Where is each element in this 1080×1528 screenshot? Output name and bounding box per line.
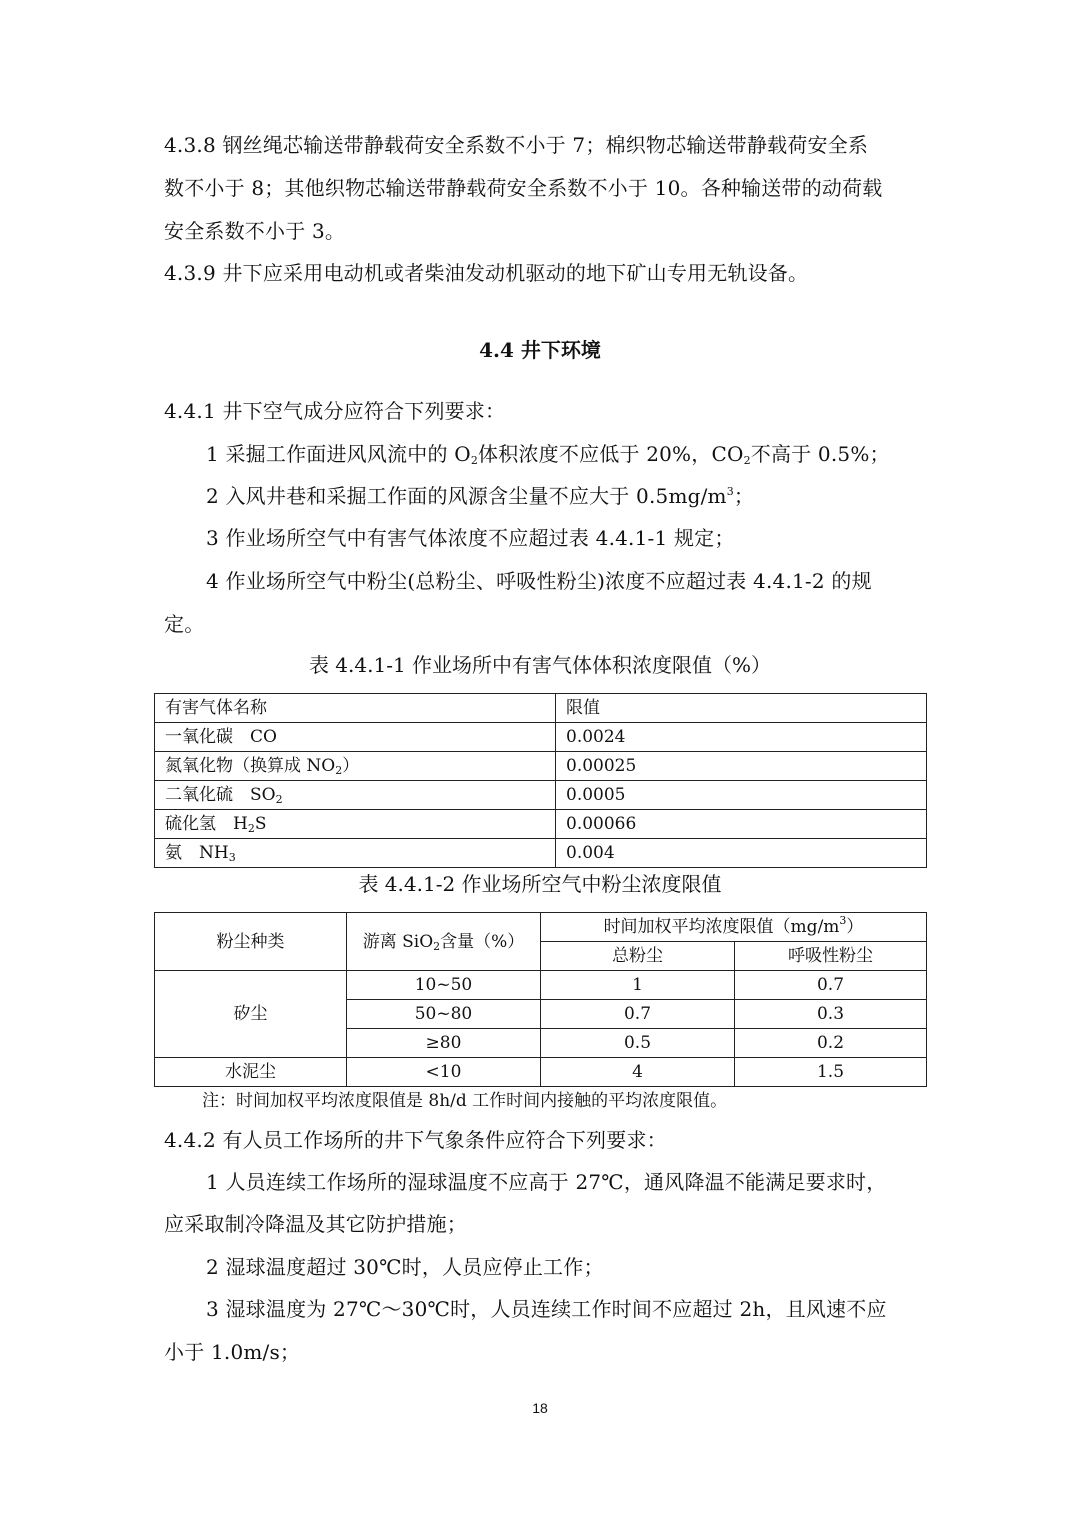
table2-caption: 表 4.4.1-2 作业场所空气中粉尘浓度限值	[358, 872, 722, 896]
paragraph-4-3-8-line3: 安全系数不小于 3。	[164, 219, 346, 243]
page-number: 18	[532, 1400, 548, 1416]
paragraph-4-3-8-line1: 4.3.8 钢丝绳芯输送带静载荷安全系数不小于 7；棉织物芯输送带静载荷安全系	[164, 133, 869, 157]
paragraph-4-3-9: 4.3.9 井下应采用电动机或者柴油发动机驱动的地下矿山专用无轨设备。	[164, 261, 809, 285]
weather-item-2: 2 湿球温度超过 30℃时，人员应停止工作；	[206, 1255, 604, 1279]
gas-name: 硫化氢 $H_2S$	[155, 810, 556, 839]
gas-name: 氨 $NH_3$	[155, 839, 556, 868]
item-1: 1 采掘工作面进风风流中的 $O_2$体积浓度不应低于 20%，$CO_2$不高于 0.5%；	[206, 442, 890, 467]
paragraph-4-3-8-line2: 数不小于 8；其他织物芯输送带静载荷安全系数不小于 10。各种输送带的动荷载	[164, 176, 883, 200]
sio2-range: 50~80	[347, 1000, 541, 1029]
table2-header-respirable: 呼吸性粉尘	[735, 942, 927, 971]
item-4-line2: 定。	[164, 612, 205, 636]
table-row	[155, 723, 927, 752]
table1-header-row	[155, 694, 927, 723]
respirable-dust-limit: 0.3	[735, 1000, 927, 1029]
weather-item-1-line1: 1 人员连续工作场所的湿球温度不应高于 27℃，通风降温不能满足要求时，	[206, 1170, 887, 1194]
table-row	[155, 971, 927, 1000]
item-3: 3 作业场所空气中有害气体浓度不应超过表 4.4.1-1 规定；	[206, 526, 735, 550]
table2-header-total: 总粉尘	[541, 942, 735, 971]
gas-name: 二氧化硫 $SO_2$	[155, 781, 556, 810]
table2-note: 注：时间加权平均浓度限值是 8h/d 工作时间内接触的平均浓度限值。	[202, 1091, 728, 1111]
gas-name: 一氧化碳 CO	[155, 723, 556, 752]
total-dust-limit: 4	[541, 1058, 735, 1087]
table2-header-sio2: 游离 SiO$_2$含量（%）	[347, 913, 541, 971]
weather-item-3-line1: 3 湿球温度为 27℃～30℃时，人员连续工作时间不应超过 2h，且风速不应	[206, 1297, 887, 1321]
gas-limit: 0.004	[556, 839, 927, 868]
respirable-dust-limit: 1.5	[735, 1058, 927, 1087]
total-dust-limit: 0.7	[541, 1000, 735, 1029]
table2-header-row	[155, 913, 927, 942]
sio2-range: <10	[347, 1058, 541, 1087]
table-row	[155, 810, 927, 839]
item-2: 2 入风井巷和采掘工作面的风源含尘量不应大于 $0.5mg/m^3$；	[206, 484, 755, 508]
paragraph-4-4-2: 4.4.2 有人员工作场所的井下气象条件应符合下列要求：	[164, 1128, 667, 1152]
sio2-range: ≥80	[347, 1029, 541, 1058]
dust-type-cement: 水泥尘	[155, 1058, 347, 1087]
table1-header-limit: 限值	[556, 694, 927, 723]
section-title: 4.4 井下环境	[479, 338, 601, 362]
table2-header-type: 粉尘种类	[155, 913, 347, 971]
weather-item-3-line2: 小于 1.0m/s；	[164, 1340, 301, 1364]
table2-header-twa: 时间加权平均浓度限值$(mg/m^3)$	[541, 913, 927, 942]
table-row	[155, 752, 927, 781]
gas-limit: 0.0024	[556, 723, 927, 752]
sio2-range: 10~50	[347, 971, 541, 1000]
table-row	[155, 1058, 927, 1087]
paragraph-4-4-1: 4.4.1 井下空气成分应符合下列要求：	[164, 399, 506, 423]
gas-limit: 0.00066	[556, 810, 927, 839]
weather-item-1-line2: 应采取制冷降温及其它防护措施；	[164, 1212, 467, 1236]
total-dust-limit: 1	[541, 971, 735, 1000]
total-dust-limit: 0.5	[541, 1029, 735, 1058]
item-4-line1: 4 作业场所空气中粉尘(总粉尘、呼吸性粉尘)浓度不应超过表 4.4.1-2 的规	[206, 569, 872, 593]
gas-name: 氮氧化物（换算成 $NO_2$）	[155, 752, 556, 781]
respirable-dust-limit: 0.7	[735, 971, 927, 1000]
table-row	[155, 839, 927, 868]
table1	[154, 693, 927, 868]
dust-type-silica: 矽尘	[155, 971, 347, 1058]
respirable-dust-limit: 0.2	[735, 1029, 927, 1058]
table2	[154, 912, 927, 1087]
table-row	[155, 781, 927, 810]
gas-limit: 0.0005	[556, 781, 927, 810]
table1-caption: 表 4.4.1-1 作业场所中有害气体体积浓度限值（%）	[308, 653, 772, 677]
table1-header-name: 有害气体名称	[155, 694, 556, 723]
gas-limit: 0.00025	[556, 752, 927, 781]
